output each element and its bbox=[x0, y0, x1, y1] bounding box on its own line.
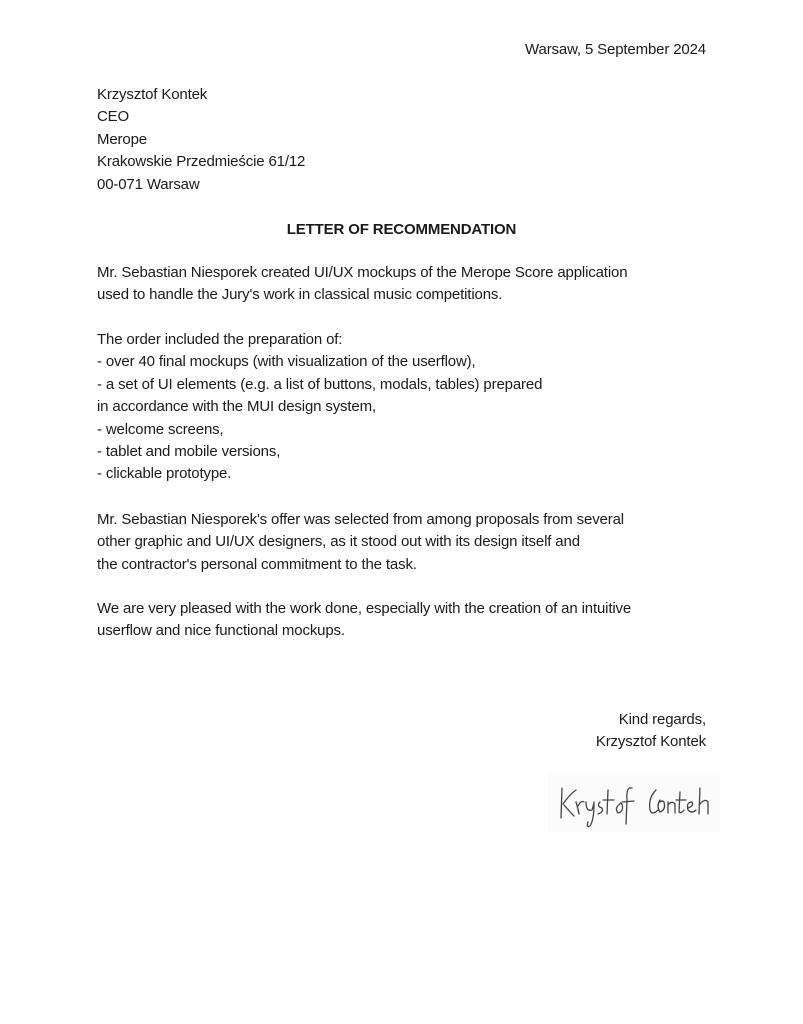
list-item: - clickable prototype. bbox=[97, 465, 232, 483]
letter-title: LETTER OF RECOMMENDATION bbox=[286, 221, 517, 238]
handwritten-signature bbox=[548, 772, 720, 832]
date-text: Warsaw, 5 September 2024 bbox=[525, 41, 706, 58]
text-line: Mr. Sebastian Niesporek created UI/UX mockups of the Merope Score application bbox=[97, 264, 628, 281]
text-line: The order included the preparation of: bbox=[97, 331, 343, 348]
closing-name: Krzysztof Kontek bbox=[595, 733, 706, 751]
paragraph-2 bbox=[97, 329, 542, 486]
text-line: userflow and nice functional mockups. bbox=[97, 622, 345, 640]
text-line: used to handle the Jury's work in classical music competitions. bbox=[97, 286, 503, 304]
paragraph-3 bbox=[97, 509, 624, 576]
list-item: - over 40 final mockups (with visualization of the userflow), bbox=[97, 353, 476, 371]
recipient-position: CEO bbox=[97, 108, 130, 126]
list-item: - tablet and mobile versions, bbox=[97, 443, 281, 461]
recipient-city: 00-071 Warsaw bbox=[97, 175, 200, 193]
date-line bbox=[525, 39, 706, 61]
recipient-street: Krakowskie Przedmieście 61/12 bbox=[97, 153, 306, 171]
closing bbox=[596, 709, 706, 754]
recipient-name: Krzysztof Kontek bbox=[97, 86, 208, 103]
closing-salutation: Kind regards, bbox=[618, 711, 706, 728]
recipient-company: Merope bbox=[97, 130, 147, 148]
text-line: other graphic and UI/UX designers, as it stood out with its design itself and bbox=[97, 533, 580, 551]
paragraph-4 bbox=[97, 598, 631, 643]
text-line: the contractor's personal commitment to the task. bbox=[97, 555, 417, 573]
text-line: Mr. Sebastian Niesporek's offer was selected from among proposals from several bbox=[97, 511, 624, 528]
list-item: - a set of UI elements (e.g. a list of buttons, modals, tables) prepared bbox=[97, 375, 543, 393]
paragraph-1 bbox=[97, 262, 627, 307]
list-item: in accordance with the MUI design system, bbox=[97, 398, 376, 416]
list-item: - welcome screens, bbox=[97, 420, 224, 438]
text-line: We are very pleased with the work done, especially with the creation of an intuitive bbox=[97, 600, 632, 617]
recipient-address bbox=[97, 84, 305, 196]
